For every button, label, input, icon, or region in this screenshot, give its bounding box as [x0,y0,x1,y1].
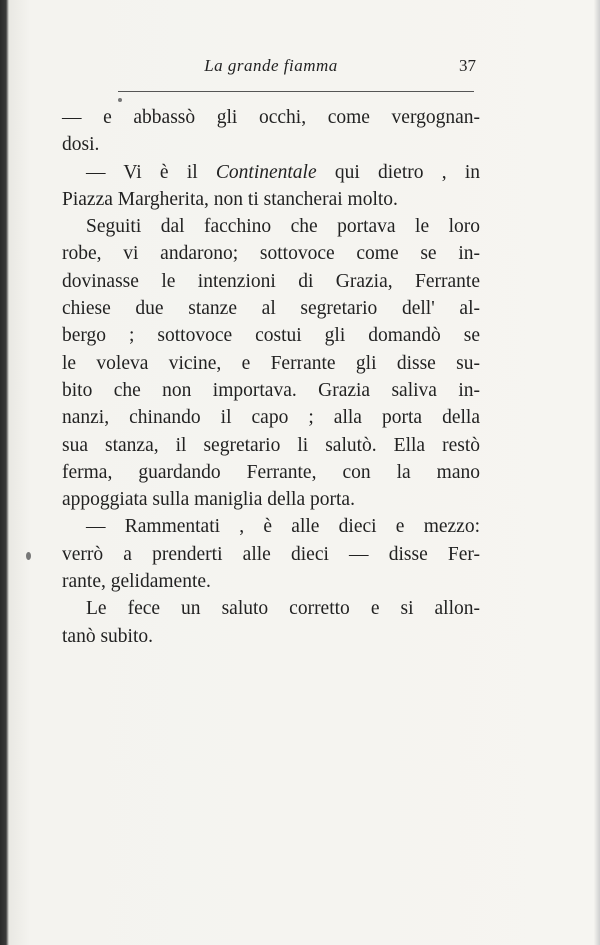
text-line: ferma, guardando Ferrante, con la mano [62,461,480,483]
text-line: Seguiti dal facchino che portava le loro [86,216,480,238]
print-speck [26,552,31,560]
text-line: sua stanza, il segretario li salutò. Ella restò [62,434,480,456]
text-line: bergo ; sottovoce costui gli domandò se [62,325,480,347]
page-number: 37 [459,56,476,75]
running-title: La grande fiamma [204,56,338,75]
text-line: robe, vi andarono; sottovoce come se in- [62,243,480,265]
page-edge-shadow [594,0,600,945]
text-part: — Vi è il [86,161,216,183]
text-line: verrò a prenderti alle dieci — disse Fer- [62,543,480,565]
text-line: bito che non importava. Grazia saliva in- [62,379,480,401]
text-line: — Rammentati , è alle dieci e mezzo: [86,516,480,538]
italic-text: Continentale [215,161,317,183]
header-rule [118,91,474,92]
text-line: chiese due stanze al segretario dell' al- [62,298,480,320]
body-text [62,104,480,650]
text-line: tanò subito. [62,625,153,647]
text-line: dovinasse le intenzioni di Grazia, Ferrante [62,270,480,292]
text-line: le voleva vicine, e Ferrante gli disse su- [62,352,480,374]
text-line: Piazza Margherita, non ti stancherai molto. [62,188,398,210]
text-line: — e abbassò gli occhi, come vergognan- [62,107,480,128]
text-line: Le fece un saluto corretto e si allon- [86,598,480,620]
text-line: dosi. [62,134,100,156]
page-header [62,56,480,88]
text-part: qui dietro , in [316,161,480,183]
text-line: appoggiata sulla maniglia della porta. [62,489,355,511]
print-speck [118,98,122,102]
text-line: rante, gelidamente. [62,571,211,593]
text-line [62,159,480,186]
text-line: nanzi, chinando il capo ; alla porta della [62,407,480,429]
